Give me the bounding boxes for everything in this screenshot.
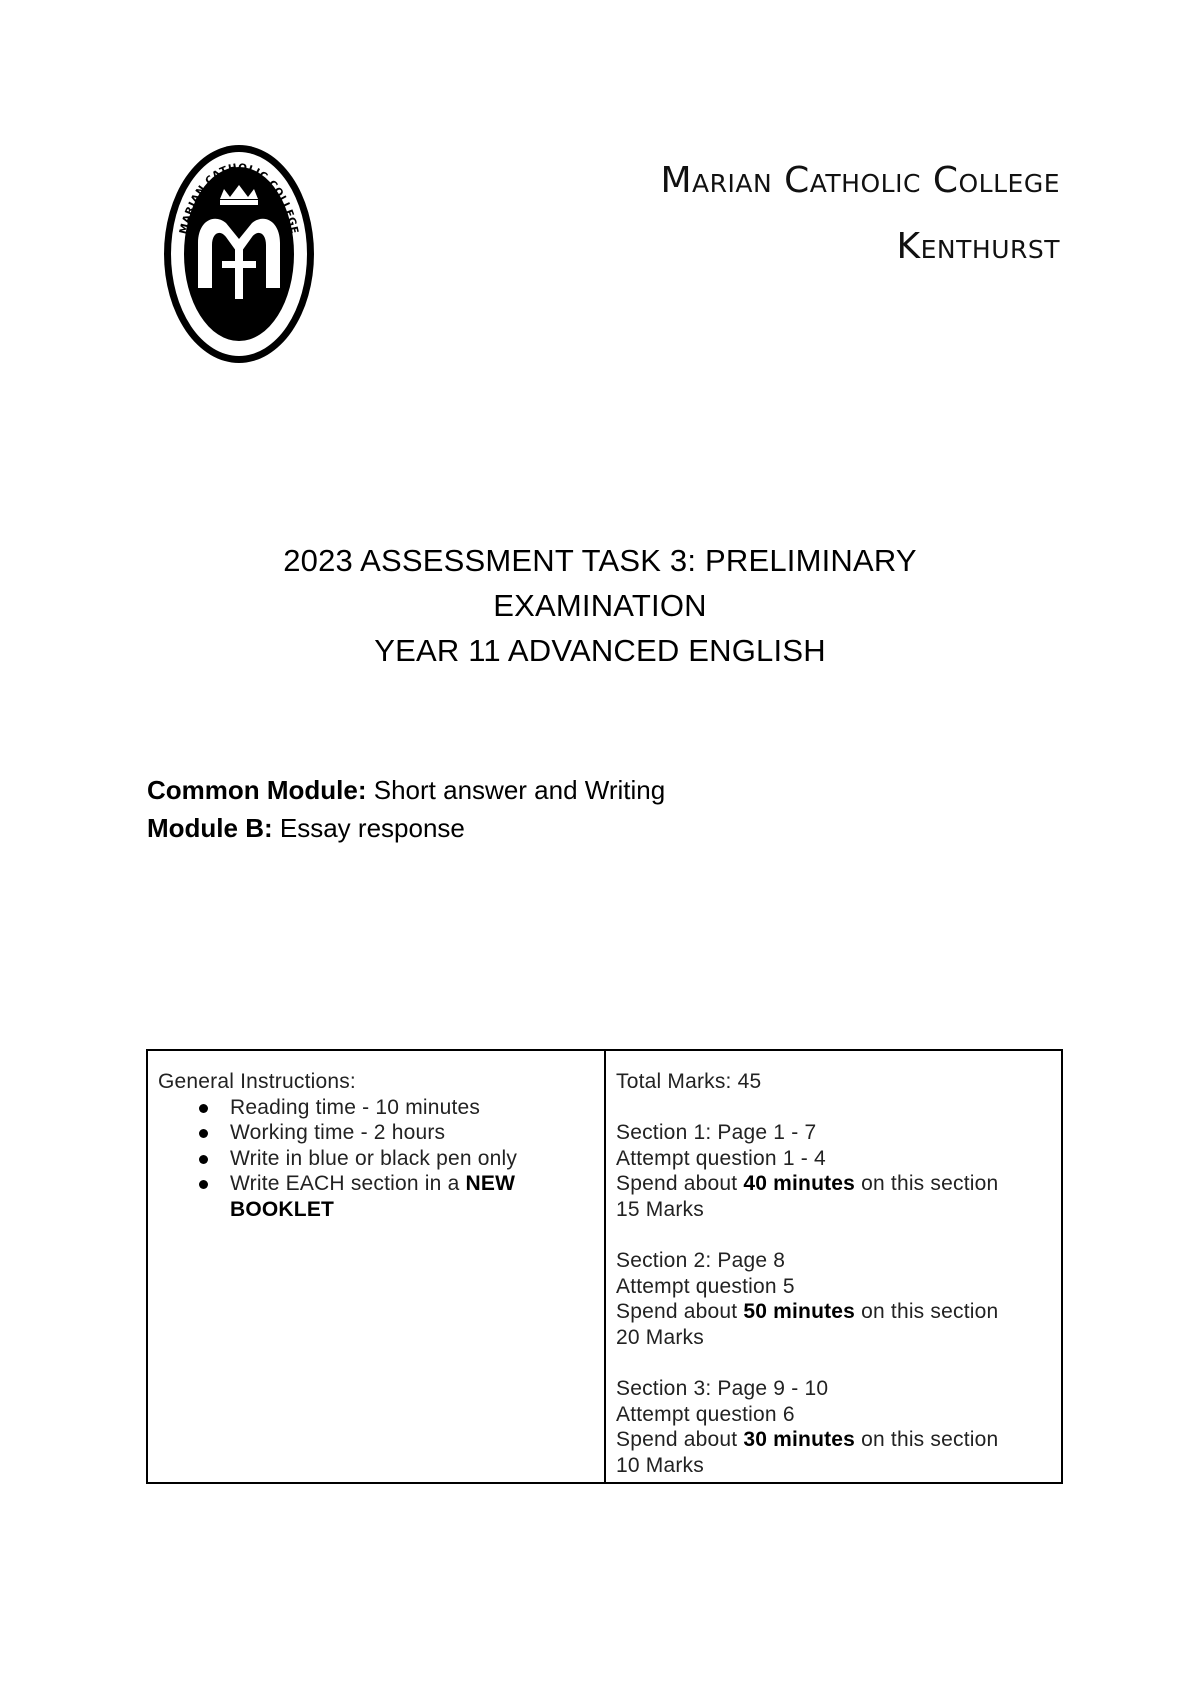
instructions-heading: General Instructions: bbox=[158, 1070, 356, 1093]
general-instructions-cell bbox=[148, 1051, 606, 1482]
section-spend: Spend about 30 minutes on this section bbox=[616, 1428, 999, 1452]
common-module-label: Common Module: bbox=[147, 775, 367, 805]
common-module-value: Short answer and Writing bbox=[366, 775, 666, 805]
section-marks: 20 Marks bbox=[616, 1325, 704, 1349]
module-b-value: Essay response bbox=[272, 813, 465, 843]
section-spend: Spend about 50 minutes on this section bbox=[616, 1300, 999, 1324]
section-pages: Section 1: Page 1 - 7 bbox=[616, 1121, 817, 1145]
modules-list bbox=[147, 771, 665, 847]
marks-cell bbox=[606, 1051, 1061, 1482]
section-marks: 15 Marks bbox=[616, 1197, 704, 1221]
title-line-2: EXAMINATION bbox=[493, 588, 707, 623]
college-name: Marian Catholic College bbox=[660, 160, 1060, 201]
logo-top-text: MARIAN CATHOLIC COLLEGE bbox=[177, 161, 301, 236]
section-1 bbox=[616, 1120, 1051, 1222]
section-2 bbox=[616, 1248, 1051, 1350]
section-attempt: Attempt question 1 - 4 bbox=[616, 1146, 826, 1170]
section-spend: Spend about 40 minutes on this section bbox=[616, 1172, 999, 1196]
college-location: Kenthurst bbox=[896, 226, 1060, 267]
section-marks: 10 Marks bbox=[616, 1453, 704, 1477]
section-3 bbox=[616, 1376, 1051, 1478]
title-line-3: YEAR 11 ADVANCED ENGLISH bbox=[374, 633, 826, 668]
total-marks: Total Marks: 45 bbox=[616, 1070, 762, 1093]
module-b-line bbox=[147, 809, 665, 847]
college-crest-logo bbox=[162, 143, 316, 365]
module-b-label: Module B: bbox=[147, 813, 273, 843]
exam-title bbox=[0, 538, 1200, 673]
logo-bottom-text: WALK WITH CHRIST bbox=[192, 299, 286, 343]
common-module-line bbox=[147, 771, 665, 809]
section-attempt: Attempt question 6 bbox=[616, 1402, 795, 1426]
instruction-item: Working time - 2 hours bbox=[230, 1120, 594, 1146]
college-name-block bbox=[660, 148, 1060, 280]
instructions-table bbox=[146, 1049, 1063, 1484]
instruction-item: Write in blue or black pen only bbox=[230, 1146, 594, 1172]
instruction-item-bold: NEW BOOKLET bbox=[230, 1172, 516, 1221]
section-pages: Section 3: Page 9 - 10 bbox=[616, 1377, 829, 1401]
instruction-item: Reading time - 10 minutes bbox=[230, 1095, 594, 1121]
section-pages: Section 2: Page 8 bbox=[616, 1249, 786, 1273]
title-line-1: 2023 ASSESSMENT TASK 3: PRELIMINARY bbox=[283, 543, 917, 578]
instruction-item-text: Write EACH section in a bbox=[230, 1172, 466, 1196]
instruction-item bbox=[230, 1171, 594, 1222]
instructions-list bbox=[158, 1095, 594, 1223]
section-attempt: Attempt question 5 bbox=[616, 1274, 795, 1298]
